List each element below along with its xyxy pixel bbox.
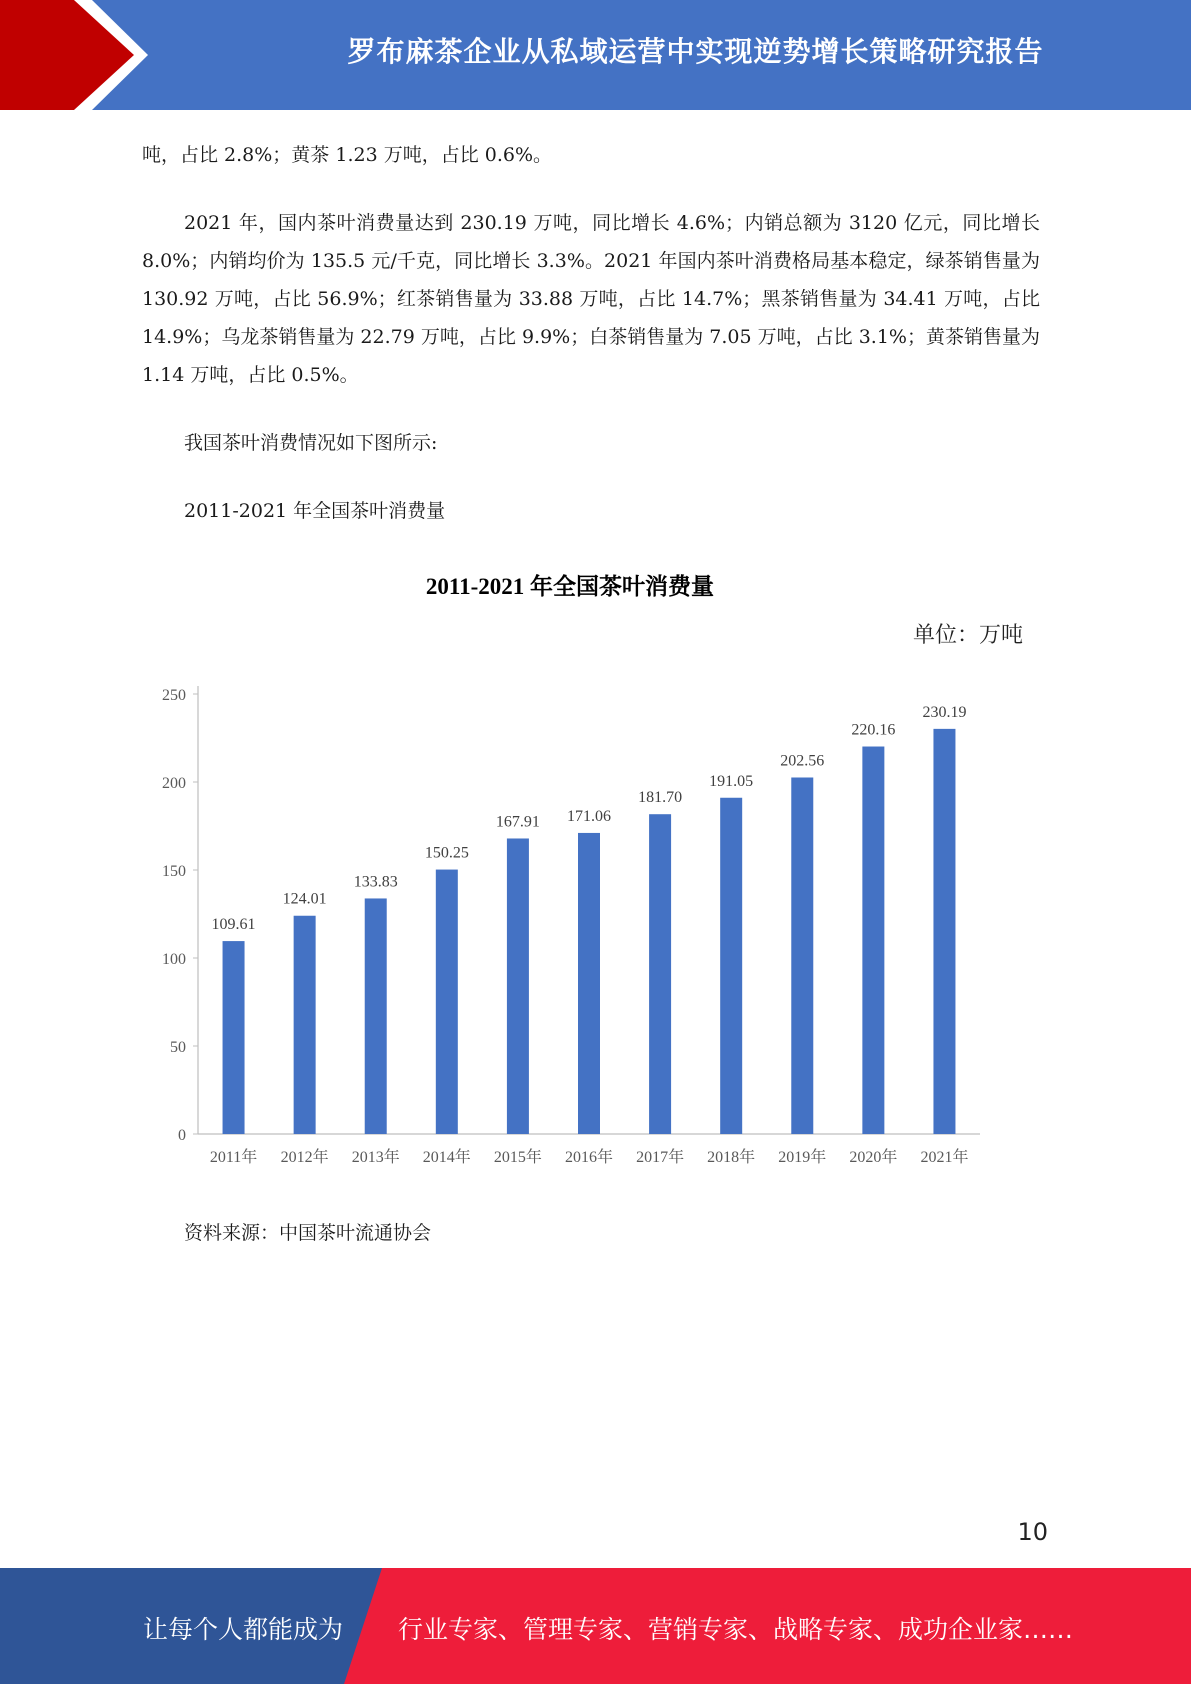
footer-slogan-right: 行业专家、管理专家、营销专家、战略专家、成功企业家…… <box>398 1615 1074 1644</box>
page-number: 10 <box>1017 1518 1048 1546</box>
x-tick-label: 2017年 <box>636 1149 685 1166</box>
x-tick-label: 2011年 <box>209 1149 258 1166</box>
bar-data-label: 171.06 <box>567 807 611 825</box>
bar <box>578 833 600 1134</box>
bar-data-label: 191.05 <box>709 772 754 790</box>
bar-data-label: 230.19 <box>922 703 967 721</box>
y-tick-label: 150 <box>162 863 186 880</box>
x-tick-label: 2016年 <box>564 1149 614 1166</box>
page-header <box>0 0 1191 110</box>
paragraph-consumption-2021: 2021 年，国内茶叶消费量达到 230.19 万吨，同比增长 4.6%；内销总额为 3120 亿元，同比增长 8.0%；内销均价为 135.5 元/千克，同比增长 3.3%。2021 年国内茶叶消费格局基本稳定，绿茶销售量为 130.92 万吨，占比 56.9%；红茶销售量为 33.88 万吨，占比 14.7%；黑茶销售量为 34.41 万吨，占比 14.9%；乌龙茶销售量为 22.79 万吨，占比 9.9%；白茶销售量为 7.05 万吨，占比 3.1%；黄茶销售量为 1.14 万吨，占比 0.5%。 <box>142 212 1040 386</box>
chart-title: 2011-2021 年全国茶叶消费量 <box>425 574 715 599</box>
y-tick-label: 0 <box>178 1127 186 1144</box>
bar <box>507 838 529 1134</box>
y-tick-label: 200 <box>162 775 186 792</box>
bar-data-label: 150.25 <box>424 844 469 862</box>
x-tick-label: 2019年 <box>778 1149 827 1166</box>
bar <box>649 814 671 1134</box>
header-arrow-decoration <box>0 0 160 110</box>
x-tick-label: 2015年 <box>493 1149 542 1166</box>
y-tick-label: 250 <box>162 687 186 704</box>
chart-unit-label: 单位：万吨 <box>912 623 1023 648</box>
bar-data-label: 181.70 <box>638 789 683 807</box>
bar-data-label: 109.61 <box>211 916 256 934</box>
x-tick-label: 2013年 <box>351 1149 400 1166</box>
bar <box>791 777 813 1134</box>
bar <box>436 870 458 1134</box>
paragraph-continued: 吨，占比 2.8%；黄茶 1.23 万吨，占比 0.6%。 <box>142 144 553 166</box>
bar-data-label: 133.83 <box>353 873 398 891</box>
chart-plot <box>130 560 1050 1180</box>
data-source: 资料来源：中国茶叶流通协会 <box>184 1222 432 1244</box>
footer-slogan-left: 让每个人都能成为 <box>143 1615 344 1644</box>
bar-chart <box>130 560 1050 1180</box>
y-tick-label: 50 <box>170 1039 186 1056</box>
x-tick-label: 2014年 <box>422 1149 471 1166</box>
bar <box>720 798 742 1134</box>
bar <box>294 916 316 1134</box>
bar <box>862 747 884 1134</box>
body-text <box>142 136 1040 530</box>
bar-data-label: 220.16 <box>851 721 896 739</box>
bar <box>223 941 245 1134</box>
x-tick-label: 2018年 <box>707 1149 756 1166</box>
page-footer <box>0 1568 1191 1684</box>
bar <box>365 898 387 1134</box>
bar-data-label: 202.56 <box>780 752 825 770</box>
bar-data-label: 167.91 <box>495 813 540 831</box>
x-tick-label: 2021年 <box>920 1149 969 1166</box>
bar <box>933 729 955 1134</box>
bar-data-label: 124.01 <box>282 890 327 908</box>
figure-caption: 2011-2021 年全国茶叶消费量 <box>184 500 446 522</box>
x-tick-label: 2012年 <box>280 1149 329 1166</box>
x-tick-label: 2020年 <box>849 1149 898 1166</box>
paragraph-chart-intro: 我国茶叶消费情况如下图所示: <box>184 432 438 454</box>
y-tick-label: 100 <box>162 951 186 968</box>
report-title: 罗布麻茶企业从私域运营中实现逆势增长策略研究报告 <box>347 35 1044 68</box>
